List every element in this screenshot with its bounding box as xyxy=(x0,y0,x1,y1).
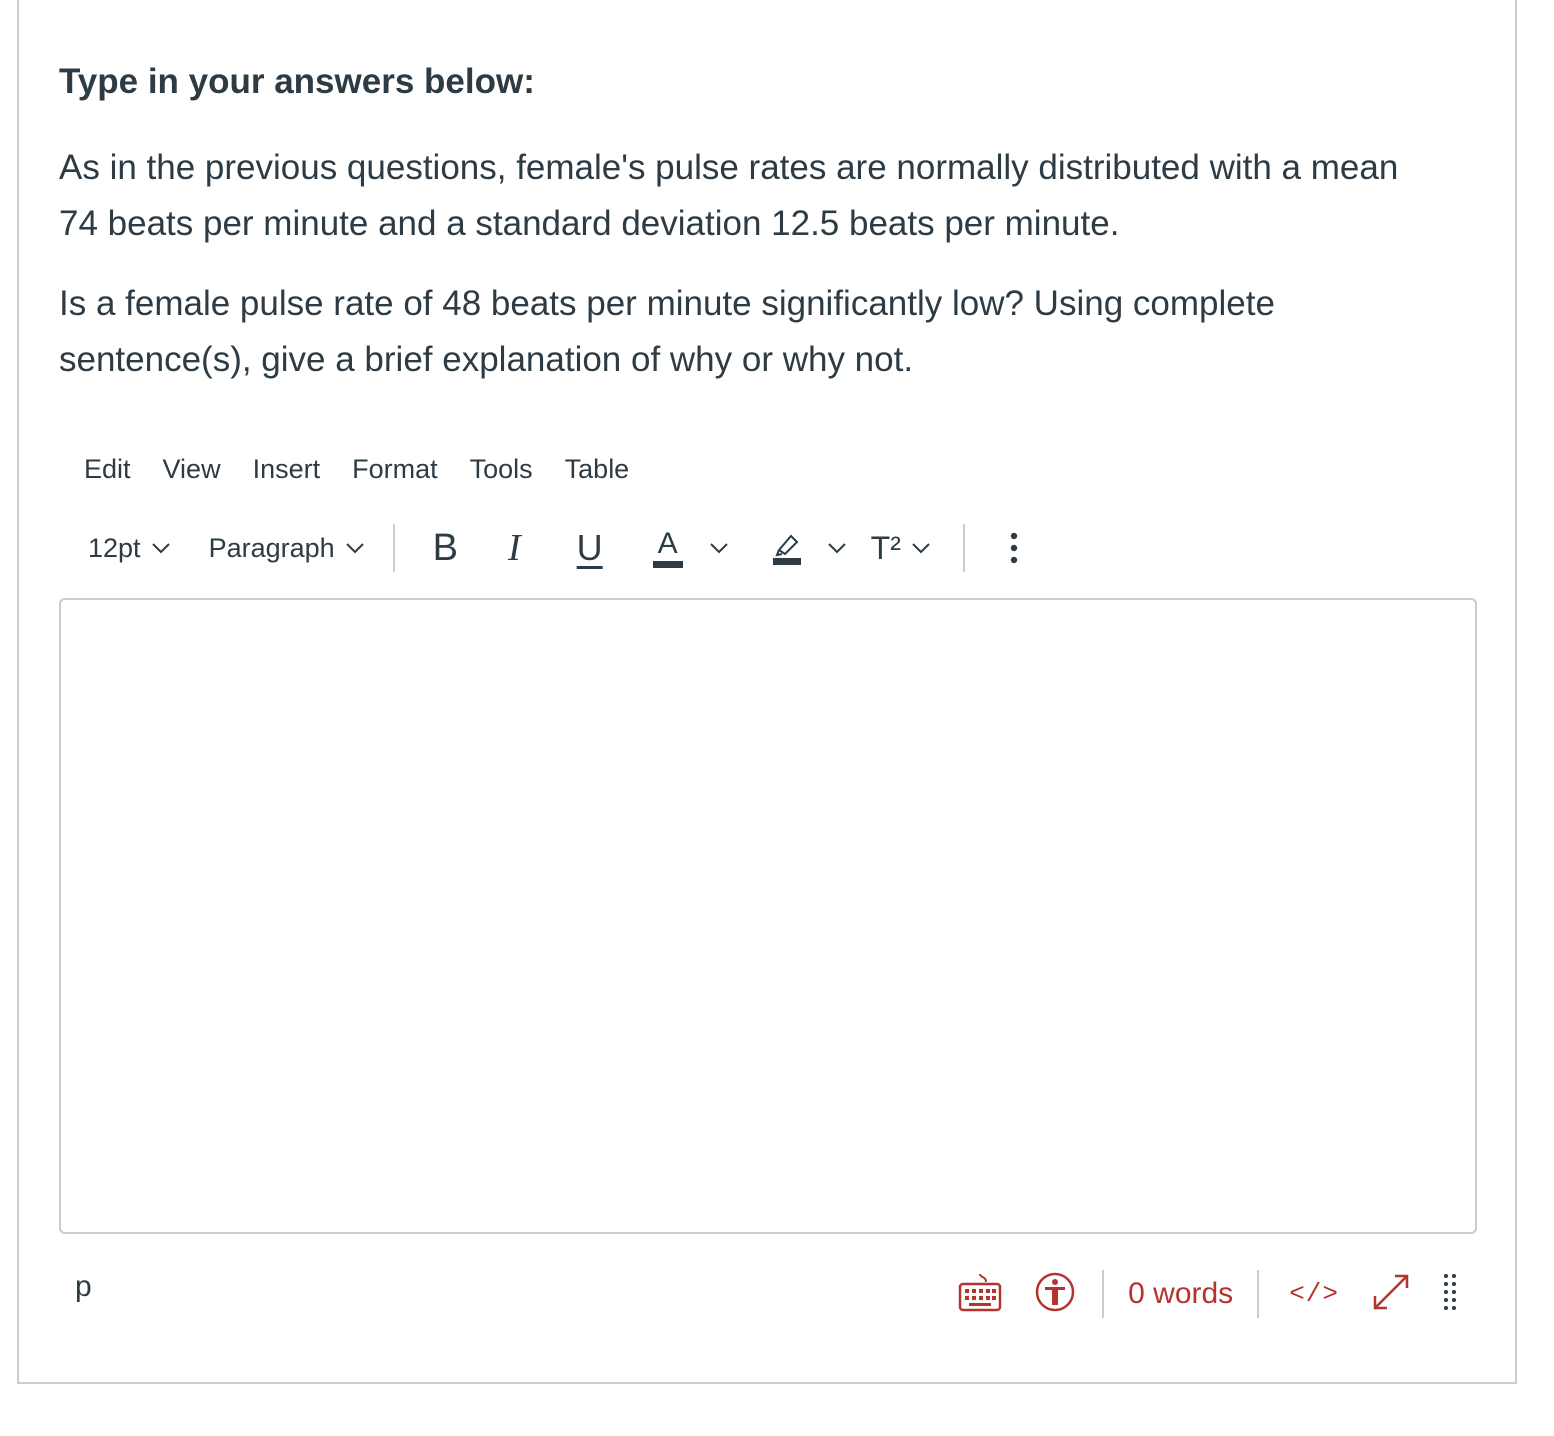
rich-text-editor-area[interactable] xyxy=(59,598,1477,1234)
fullscreen-button[interactable] xyxy=(1369,1270,1413,1319)
question-paragraph-2 xyxy=(59,276,1499,388)
accessibility-icon xyxy=(1034,1271,1076,1313)
resize-handle[interactable] xyxy=(1443,1272,1457,1317)
chevron-down-icon xyxy=(151,542,171,554)
font-size-value: 12pt xyxy=(88,532,141,563)
italic-icon: I xyxy=(508,527,521,569)
underline-icon: U xyxy=(576,527,603,568)
highlighter-icon xyxy=(771,530,803,566)
editor-menubar xyxy=(68,450,645,489)
font-size-select[interactable] xyxy=(88,533,171,564)
bold-icon: B xyxy=(432,526,459,569)
menu-view[interactable]: View xyxy=(162,454,221,484)
keyboard-shortcuts-button[interactable] xyxy=(958,1272,1002,1317)
question-paragraph-1 xyxy=(59,140,1499,252)
block-format-select[interactable] xyxy=(209,533,365,564)
menu-edit[interactable]: Edit xyxy=(84,454,131,484)
menu-format[interactable]: Format xyxy=(352,454,438,484)
accessibility-checker-button[interactable] xyxy=(1034,1271,1076,1318)
paragraph-2-line-2: sentence(s), give a brief explanation of why or why not. xyxy=(59,340,914,379)
statusbar-divider xyxy=(1102,1270,1104,1318)
word-count[interactable]: 0 words xyxy=(1128,1277,1234,1310)
statusbar-divider xyxy=(1257,1270,1259,1318)
menu-insert[interactable]: Insert xyxy=(252,454,321,484)
chevron-down-icon xyxy=(827,542,847,554)
paragraph-1-line-1: As in the previous questions, female's pulse rates are normally distributed with a mean xyxy=(59,148,1399,187)
toolbar-divider xyxy=(963,524,965,572)
keyboard-icon xyxy=(958,1272,1002,1312)
menu-tools[interactable]: Tools xyxy=(469,454,533,484)
text-color-button[interactable] xyxy=(653,526,729,568)
menu-table[interactable]: Table xyxy=(564,454,630,484)
bold-button[interactable] xyxy=(433,527,458,570)
editor-statusbar xyxy=(59,1262,1477,1326)
highlight-color-button[interactable] xyxy=(771,530,847,566)
underline-button[interactable] xyxy=(577,527,603,569)
chevron-down-icon xyxy=(911,542,931,554)
italic-button[interactable] xyxy=(508,526,521,570)
html-editor-toggle[interactable]: </> xyxy=(1289,1279,1339,1309)
element-path[interactable]: p xyxy=(75,1270,92,1303)
paragraph-1-line-2: 74 beats per minute and a standard deviation 12.5 beats per minute. xyxy=(59,204,1120,243)
statusbar-right xyxy=(958,1262,1477,1326)
block-format-value: Paragraph xyxy=(208,532,335,563)
superscript-icon: T² xyxy=(870,529,901,566)
fullscreen-icon xyxy=(1369,1270,1413,1314)
chevron-down-icon xyxy=(345,542,365,554)
toolbar-divider xyxy=(393,524,395,572)
paragraph-2-line-1: Is a female pulse rate of 48 beats per minute significantly low? Using complete xyxy=(59,284,1275,323)
resize-handle-icon xyxy=(1443,1272,1457,1312)
question-heading: Type in your answers below: xyxy=(59,62,535,101)
more-vertical-icon xyxy=(1009,531,1019,565)
editor-toolbar xyxy=(70,515,1019,581)
text-color-icon: A xyxy=(653,529,683,568)
superscript-button[interactable] xyxy=(871,530,931,567)
chevron-down-icon xyxy=(709,542,729,554)
more-toolbar-button[interactable] xyxy=(1009,531,1019,565)
